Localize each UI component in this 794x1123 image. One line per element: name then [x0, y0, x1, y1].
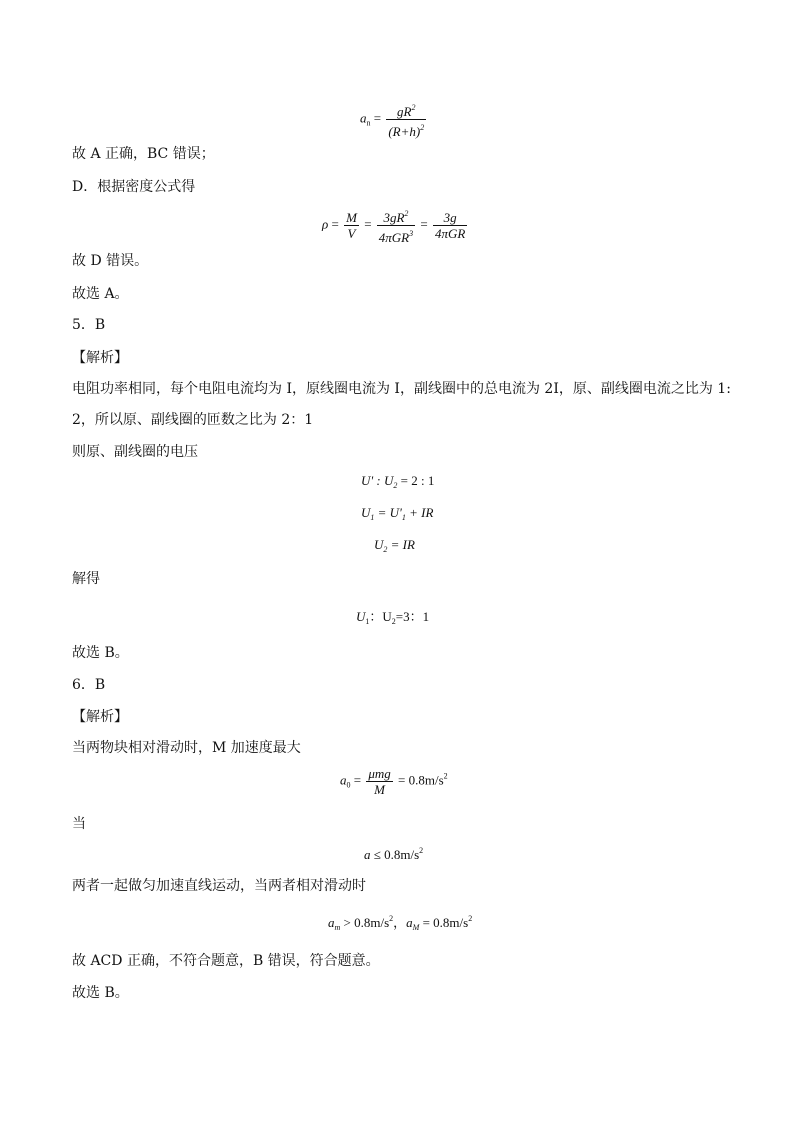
analysis-heading: 【解析】: [72, 709, 128, 725]
text-line: 当: [72, 816, 86, 832]
denominator-exponent: 2: [420, 123, 425, 132]
numerator-exponent: 2: [411, 103, 416, 112]
eq-sub: 2: [393, 481, 398, 490]
fraction-numerator: 3gR: [383, 210, 405, 225]
text-line: 故选 A。: [72, 286, 129, 302]
equation-density: [322, 206, 469, 245]
eq-equals: =: [373, 110, 382, 126]
fraction-final: [433, 210, 467, 241]
fraction: [366, 766, 392, 797]
text-line: 电阻功率相同，每个电阻电流均为 I，原线圈电流为 I，副线圈中的总电流为 2I，原、副线圈电流之比为 1:: [72, 381, 731, 397]
fraction-numerator: 3g: [433, 210, 467, 226]
eq-rhs: =3：1: [395, 609, 430, 624]
eq-rhs: = 2 : 1: [397, 473, 435, 488]
text-line: 故 D 错误。: [72, 253, 149, 269]
eq-sub: 2: [391, 617, 396, 626]
text-line: D．根据密度公式得: [72, 179, 196, 195]
fraction-m-over-v: [344, 210, 359, 241]
fraction-middle: [377, 206, 415, 245]
equation-u2: [374, 537, 415, 554]
eq-term: U' : U: [361, 473, 394, 488]
eq-rhs: = 0.8m/s: [419, 915, 469, 930]
equation-voltage-ratio: [361, 473, 434, 490]
eq-rho: ρ: [322, 216, 329, 232]
fraction-denominator: 4πGR: [434, 226, 466, 241]
eq-term: U: [356, 609, 366, 624]
eq-rhs: = IR: [387, 537, 415, 552]
eq-rhs: ≤ 0.8m/s: [370, 847, 420, 862]
eq-separator: ，: [393, 915, 407, 930]
fraction-numerator: μmg: [368, 766, 391, 781]
eq-exponent: 2: [468, 914, 473, 923]
denominator-exponent: 3: [409, 229, 414, 238]
equation-max-acceleration: [340, 766, 448, 797]
eq-term: a: [406, 915, 413, 930]
question-answer: 6．B: [72, 677, 106, 693]
fraction-numerator: M: [346, 210, 357, 225]
eq-term: ：U: [369, 609, 392, 624]
eq-equals: =: [420, 216, 428, 232]
text-line: 故选 B。: [72, 645, 129, 661]
eq-term: = U': [374, 505, 402, 520]
text-line: 则原、副线圈的电压: [72, 444, 198, 460]
eq-sub: M: [412, 923, 420, 932]
eq-lhs: a: [340, 772, 347, 788]
equation-centripetal-acceleration: [360, 100, 428, 139]
eq-lhs-sub: 0: [346, 780, 351, 790]
equation-u1: [361, 505, 433, 522]
text-line: 解得: [72, 571, 100, 587]
eq-rhs-exponent: 2: [443, 771, 448, 781]
eq-sub: 1: [401, 513, 406, 522]
equation-sliding-accelerations: [328, 912, 472, 932]
eq-rhs: = 0.8m/s: [398, 772, 444, 788]
equation-voltage-result: [356, 606, 429, 626]
text-line: 两者一起做匀加速直线运动，当两者相对滑动时: [72, 878, 366, 894]
fraction-denominator: 4πGR: [378, 230, 410, 245]
fraction-denominator: (R+h): [388, 124, 421, 139]
eq-rhs: + IR: [405, 505, 434, 520]
eq-sub: m: [334, 923, 341, 932]
equation-acceleration-bound: [364, 846, 423, 863]
fraction: [386, 100, 426, 139]
numerator-exponent: 2: [404, 209, 409, 218]
eq-equals: =: [353, 772, 362, 788]
text-line: 当两物块相对滑动时，M 加速度最大: [72, 740, 301, 756]
eq-term: U: [361, 505, 371, 520]
fraction-denominator: V: [347, 226, 356, 241]
eq-term: a: [364, 847, 371, 862]
eq-sub: 1: [370, 513, 375, 522]
eq-exponent: 2: [419, 846, 424, 855]
eq-exponent: 2: [389, 914, 394, 923]
text-line: 2，所以原、副线圈的匝数之比为 2：1: [72, 412, 314, 428]
eq-term: U: [374, 537, 384, 552]
text-line: 故选 B。: [72, 985, 129, 1001]
eq-sub: 2: [383, 545, 388, 554]
fraction-numerator: gR: [397, 104, 412, 119]
eq-equals: =: [364, 216, 372, 232]
eq-sub: 1: [365, 617, 370, 626]
text-line: 故 ACD 正确，不符合题意，B 错误，符合题意。: [72, 953, 380, 969]
eq-rhs: > 0.8m/s: [340, 915, 390, 930]
eq-lhs-sub: n: [366, 118, 371, 128]
eq-equals: =: [331, 216, 339, 232]
fraction-denominator: M: [374, 782, 385, 797]
eq-lhs: a: [360, 110, 367, 126]
text-line: 故 A 正确，BC 错误；: [72, 146, 215, 162]
question-answer: 5．B: [72, 317, 106, 333]
analysis-heading: 【解析】: [72, 350, 128, 366]
eq-term: a: [328, 915, 335, 930]
